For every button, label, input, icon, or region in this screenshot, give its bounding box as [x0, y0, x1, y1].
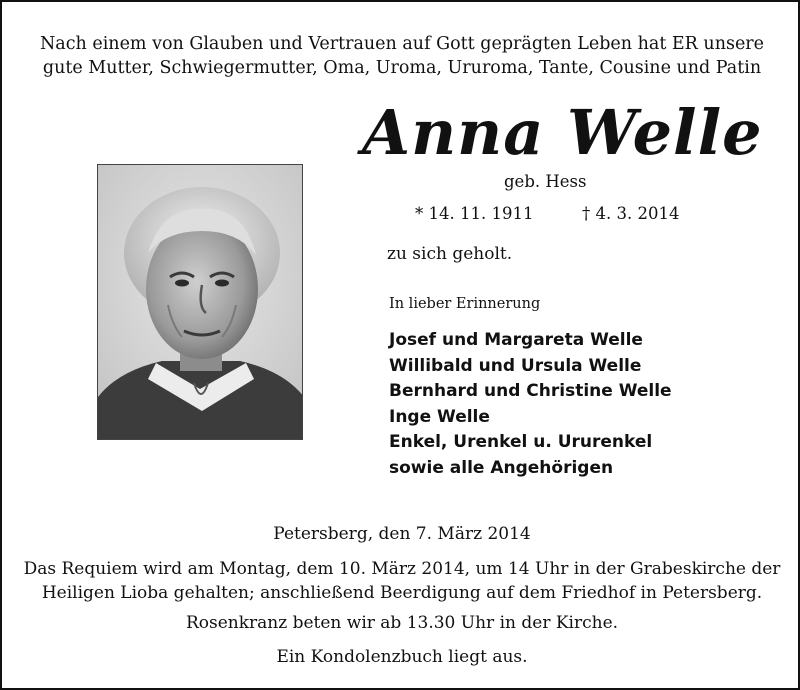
mourners-list	[389, 328, 672, 481]
portrait-photo	[97, 164, 303, 440]
mourner-item: Bernhard und Christine Welle	[389, 381, 672, 401]
intro-line-1: Nach einem von Glauben und Vertrauen auf Gott geprägten Leben hat ER unsere	[39, 34, 765, 54]
mourner-item: Enkel, Urenkel u. Ururenkel	[389, 432, 653, 452]
requiem-line-1: Das Requiem wird am Montag, dem 10. März 2014, um 14 Uhr in der Grabeskirche der	[23, 559, 781, 579]
condolence-text: Ein Kondolenzbuch liegt aus.	[276, 647, 528, 667]
mourner-item: sowie alle Angehörigen	[389, 457, 614, 478]
requiem-text	[2, 557, 800, 605]
taken-home-text: zu sich geholt.	[387, 244, 513, 264]
maiden-name: geb. Hess	[504, 172, 587, 191]
death-date: † 4. 3. 2014	[582, 204, 680, 223]
mourner-item: Josef und Margareta Welle	[389, 330, 643, 350]
rosary-text: Rosenkranz beten wir ab 13.30 Uhr in der Kirche.	[185, 613, 619, 633]
birth-date: * 14. 11. 1911	[415, 204, 534, 223]
intro-line-2: gute Mutter, Schwiegermutter, Oma, Uroma, Ururoma, Tante, Cousine und Patin	[42, 58, 762, 78]
memory-label: In lieber Erinnerung	[389, 296, 541, 312]
intro-text	[2, 32, 800, 80]
portrait-illustration	[98, 165, 303, 440]
deceased-name: Anna Welle	[362, 96, 763, 169]
mourner-item: Inge Welle	[389, 406, 490, 427]
requiem-line-2: Heiligen Lioba gehalten; anschließend Beerdigung auf dem Friedhof in Petersberg.	[41, 583, 763, 603]
mourner-item: Willibald und Ursula Welle	[389, 355, 642, 376]
place-date: Petersberg, den 7. März 2014	[273, 524, 531, 544]
